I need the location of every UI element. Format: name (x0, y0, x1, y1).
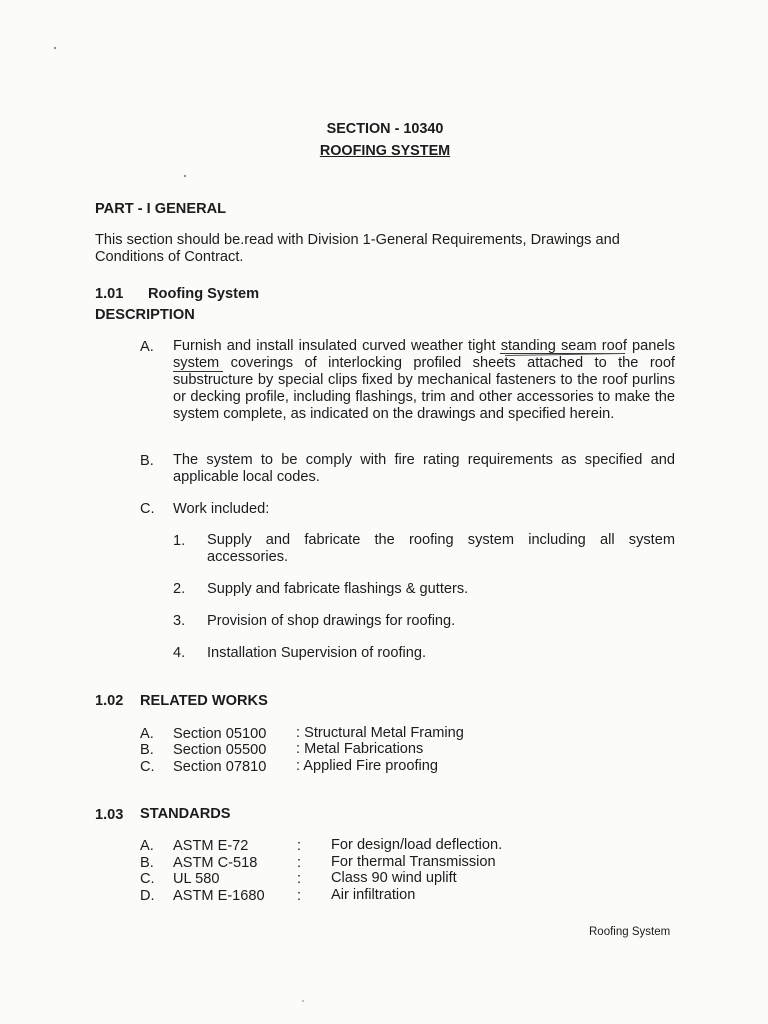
standard-code: ASTM E-1680 (173, 888, 265, 904)
item-b-letter: B. (140, 453, 154, 469)
intro-line-2: Conditions of Contract. (95, 249, 244, 265)
related-section: Section 05500 (173, 742, 267, 758)
s103-title: STANDARDS (140, 806, 231, 822)
subitem-text: Installation Supervision of roofing. (207, 645, 427, 661)
standard-code: UL 580 (173, 871, 220, 887)
related-desc: : Structural Metal Framing (296, 725, 464, 741)
subitem-number: 3. (173, 613, 186, 629)
section-number: SECTION - 10340 (326, 121, 444, 137)
standard-desc: Class 90 wind uplift (331, 870, 457, 886)
subitem-number: 1. (173, 533, 186, 549)
scan-speck (54, 47, 56, 49)
related-desc: : Applied Fire proofing (296, 758, 438, 774)
related-section: Section 07810 (173, 759, 267, 775)
standard-colon: : (297, 855, 302, 871)
part-heading: PART - I GENERAL (95, 201, 227, 217)
standard-desc: Air infiltration (331, 887, 416, 903)
item-a-letter: A. (140, 339, 154, 355)
subitem-text: Supply and fabricate the roofing system including all system accessories. (207, 532, 675, 565)
standard-desc: For thermal Transmission (331, 854, 496, 870)
scan-speck (302, 1000, 304, 1002)
s102-title: RELATED WORKS (140, 693, 268, 709)
item-c-letter: C. (140, 501, 155, 517)
standard-colon: : (297, 838, 302, 854)
standard-colon: : (297, 871, 302, 887)
s101-title: Roofing System (148, 286, 260, 302)
standard-desc: For design/load deflection. (331, 837, 503, 853)
item-c-text: Work included: (173, 501, 270, 517)
item-a-text: Furnish and install insulated curved weather tight standing seam roof panels system coverings of interlocking profiled sheets attached to the roof substructure by special clips fixed by mechanical fasteners to the roof purlins or decking profile, including flashings, trim and other accessories to make the system complete, as indicated on the drawings and specified herein. (173, 338, 675, 422)
item-b-text: The system to be comply with fire rating requirements as specified and applicable local codes. (173, 452, 675, 485)
description-heading: DESCRIPTION (95, 307, 195, 323)
related-letter: B. (140, 742, 154, 758)
pen-underline (173, 371, 223, 372)
page-footer: Roofing System (589, 926, 671, 938)
standard-letter: B. (140, 855, 154, 871)
standard-colon: : (297, 888, 302, 904)
standard-letter: C. (140, 871, 155, 887)
standard-code: ASTM E-72 (173, 838, 249, 854)
s103-number: 1.03 (95, 807, 124, 823)
s102-number: 1.02 (95, 693, 124, 709)
related-letter: A. (140, 726, 154, 742)
standard-letter: A. (140, 838, 154, 854)
standard-code: ASTM C-518 (173, 855, 258, 871)
standard-letter: D. (140, 888, 155, 904)
related-desc: : Metal Fabrications (296, 741, 424, 757)
intro-line-1: This section should be.read with Division 1-General Requirements, Drawings and (95, 232, 620, 248)
subitem-number: 2. (173, 581, 186, 597)
section-title: ROOFING SYSTEM (319, 143, 451, 159)
s101-number: 1.01 (95, 286, 124, 302)
related-letter: C. (140, 759, 155, 775)
subitem-number: 4. (173, 645, 186, 661)
subitem-text: Provision of shop drawings for roofing. (207, 613, 456, 629)
subitem-text: Supply and fabricate flashings & gutters. (207, 581, 469, 597)
related-section: Section 05100 (173, 726, 267, 742)
scan-speck (184, 175, 186, 177)
